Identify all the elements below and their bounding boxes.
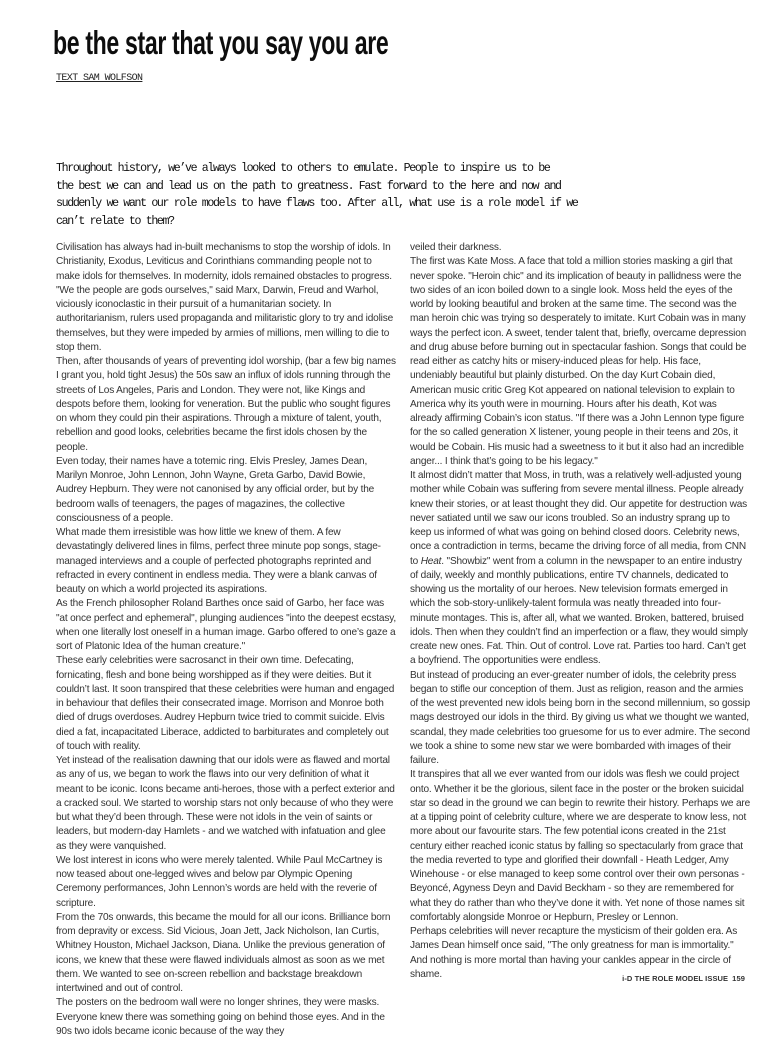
body-paragraph: Even today, their names have a totemic ring. Elvis Presley, James Dean, Marilyn Monroe, John Lennon, John Wayne, Greta Garbo, David Bowie, Audrey Hepburn. They were not canonised by any official order, but by the bedroom walls of teenagers, the pages of magazines, the collective consciousness of a people. [56,455,375,524]
magazine-title-heat: Heat [420,555,442,567]
lede-line: suddenly we want our role models to have flaws too. After all, what use is a role model if we [56,197,578,211]
body-paragraph: These early celebrities were sacrosanct in their own time. Defecating, fornicating, flesh and bone being worshipped as if they were deities. But it couldn’t last. It soon transpired that these celebrities were human and engaged in behaviour that defiles their consecrated image. Morrison and Monroe both died of drugs overdoses. Audrey Hepburn twice tried to commit suicide. Elvis died a fat, incapacitated Liberace, addicted to barbiturates and completely out of touch with reality. [56,655,395,752]
lede-paragraph [56,160,578,230]
body-paragraph [410,469,750,669]
page-number: 159 [732,974,745,983]
body-column-right [410,241,750,982]
body-paragraph: Perhaps celebrities will never recapture the mysticism of their golden era. As James Dean himself once said, "The only greatness for man is immortality." And nothing is more mortal than having your cankles appear in the circle of shame. [410,926,738,980]
paragraph-text: It almost didn’t matter that Moss, in truth, was a relatively well-adjusted young mother while Cobain was suffering from severe mental illness. People already knew their stories, or at least thought they did. Our appetite for destruction was never satiated until we saw our icons troubled. So an industry sprang up to keep us informed of what was going on behind closed doors. Celebrity news, once a contradiction in terms, became the driving force of all media, from CNN to [410,470,748,567]
body-paragraph: We lost interest in icons who were merely talented. While Paul McCartney is now teased about one-legged wives and below par Olympic Opening Ceremony performances, John Lennon’s words are held with the reverie of scripture. [56,854,383,909]
lede-line: the best we can and lead us on the path to greatness. Fast forward to the here and now and [56,179,561,193]
body-paragraph: veiled their darkness. [410,242,502,253]
body-paragraph: What made them irresistible was how little we knew of them. A few devastatingly delivered lines in films, perfect three minute pop songs, stage-managed interviews and a couple of perfected photographs reprinted and refracted in every continent in endless media. They were a blank canvas of beauty on which a world projected its aspirations. [56,527,381,595]
body-paragraph: Civilisation has always had in-built mechanisms to stop the worship of idols. In Christianity, Exodus, Leviticus and Corinthians commanding people not to make idols for themselves. In modernity, idols remained obstacles to progress. "We the people are gods ourselves," said Marx, Darwin, Freud and Warhol, viciously iconoclastic in their pursuit of a humanitarian society. In authoritarianism, rulers used propaganda and militaristic glory to try and idolise themselves, but they were impeded by armies of millions, men willing to die to stop them. [56,242,394,353]
body-paragraph: It transpires that all we ever wanted from our idols was flesh we could project onto. Whether it be the glorious, silent face in the poster or the broken suicidal star so dead in the ground we can begin to rewrite their history. Perhaps we are at a tipping point of celebrity culture, where we are desperate to know less, not more about our favourite stars. The few potential icons created in the 21st century either reached iconic status by falling so spectacularly from grace that the media reverted to type and glorified their downfall - Heath Ledger, Amy Winehouse - or else managed to keep some control over their own personas - Beyoncé, Agyness Deyn and David Beckham - so they are remembered for what they do rather than who they’ve done it with. Yet none of those names sit comfortably alongside Monroe or Hepburn, Presley or Lennon. [410,769,751,923]
lede-line: Throughout history, we’ve always looked to others to emulate. People to inspire us to be [56,162,550,175]
publication-name: i-D THE ROLE MODEL ISSUE [622,974,729,983]
body-paragraph: The first was Kate Moss. A face that told a million stories masking a girl that never spoke. "Heroin chic" and its implication of beauty in pallidness were the two sides of an icon boiled down to a single look. Moss held the eyes of the world by looking beautiful and broken at the same time. The second was the man heroin chic was trying so desperately to imitate. Kurt Cobain was in many ways the perfect icon. A sweet, tender talent that, briefly, overcame depression and drug abuse before burning out in spectacular fashion. Songs that could be read either as catchy hits or misery-induced pleas for help. His face, undeniably beautiful but plainly disturbed. On the day Kurt Cobain died, American music critic Greg Kot appeared on national television to explain to America why its youth were in mourning. Hours after his death, Kot was already affirming Cobain’s icon status. "If there was a John Lennon type figure for the so called generation X listener, young people in their teens and 20s, it would be Cobain. His music had a sweetness to it but it also had an incredible anger... I think that’s going to be his legacy." [410,256,747,467]
body-paragraph: From the 70s onwards, this became the mould for all our icons. Brilliance born from depravity or excess. Sid Vicious, Joan Jett, Jack Nicholson, Ian Curtis, Whitney Houston, Michael Jackson, Diana. Unlike the previous generation of icons, we knew that these were flawed individuals almost as soon as we met them. We wanted to see on-screen rebellion and backstage breakdown intertwined and out of control. [56,911,391,994]
lede-line: can’t relate to them? [56,214,174,228]
body-paragraph: Then, after thousands of years of preventing idol worship, (bar a few big names I grant you, hold tight Jesus) the 50s saw an influx of idols running through the streets of Los Angeles, Paris and London. They were not, like Kings and despots before them, looking for veneration. But the public who sought figures on whom they could pin their aspirations. Through a mixture of talent, youth, rebellion and good looks, celebrities became the first idols chosen by the people. [56,356,396,453]
body-paragraph: Yet instead of the realisation dawning that our idols were as flawed and mortal as any of us, we began to work the flaws into our very definition of what it meant to be iconic. Icons became anti-heroes, those with a perfect exterior and a cracked soul. We started to worship stars not only because of who they were but what they’d been through. These were not idols in the vein of saints or leaders, but modern-day Hamlets - and we watched with infatuation and glee as they were vanquished. [56,755,395,852]
article-title: be the star that you say you are [53,24,389,61]
byline: TEXT SAM WOLFSON [56,73,143,84]
paragraph-text: . "Showbiz" went from a column in the newspaper to an entire industry of daily, weekly and monthly publications, entire TV channels, dedicated to showing us the mortality of our heroes. New television formats emerged in which the sob-story-unlikely-talent formula was neatly threaded into four-minute montages. This is, after all, what we wanted. Broken, battered, bruised idols. Then when they couldn’t find an imperfection or a flaw, they would simply create new ones. Fat. Thin. Out of control. Love rat. Parties too hard. Can’t get a boyfriend. The opportunities were endless. [410,555,748,667]
body-paragraph: As the French philosopher Roland Barthes once said of Garbo, her face was "at once perfect and ephemeral", plunging audiences "into the deepest ecstasy, when one literally lost oneself in a human image. Garbo offered to one’s gaze a sort of Platonic Idea of the human creature." [56,598,396,652]
body-paragraph: The posters on the bedroom wall were no longer shrines, they were masks. Everyone knew there was something going on behind those eyes. And in the 90s two idols became iconic because of the way they [56,997,385,1037]
page-footer [622,974,745,983]
body-paragraph: But instead of producing an ever-greater number of idols, the celebrity press began to stifle our conception of them. Just as religion, reason and the armies of the west prevented new idols being born in the second millennium, so gossip mags destroyed our idols in the third. By giving us what we thought we wanted, scandal, they made celebrities too gruesome for us to ever admire. The second we took a shine to some new star we were bombarded with images of their failure. [410,669,751,766]
body-column-left [56,241,396,1039]
